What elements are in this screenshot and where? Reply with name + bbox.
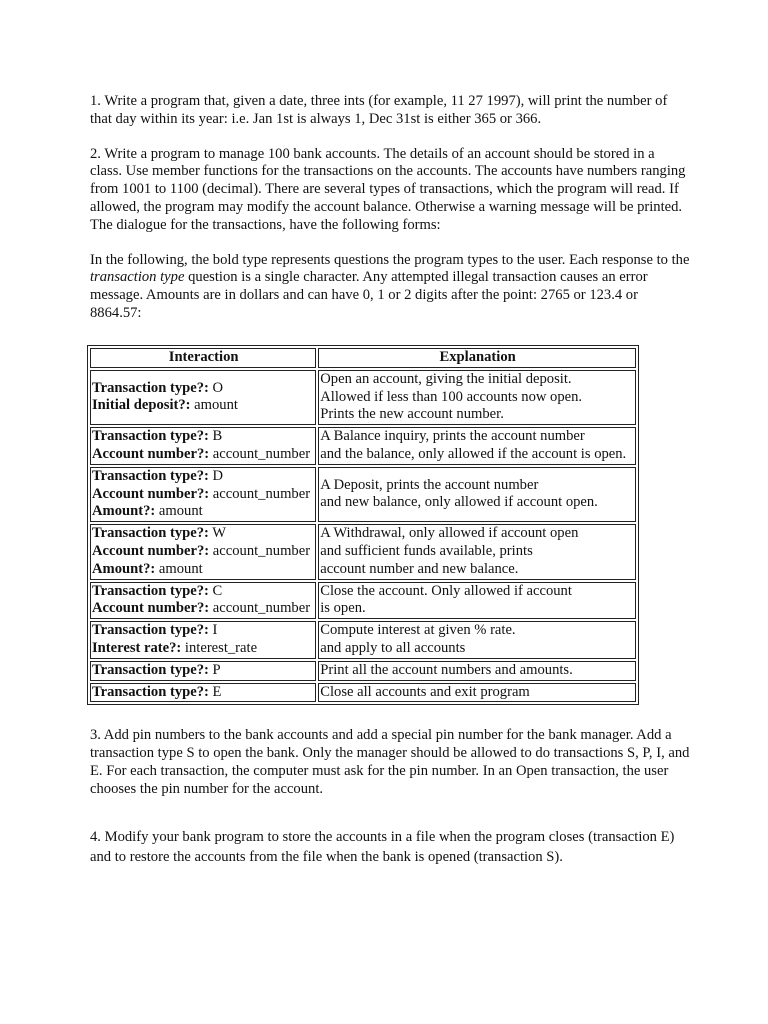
- interaction-line: [92, 640, 315, 658]
- table-row: [90, 582, 636, 620]
- paragraph-question-2: 2. Write a program to manage 100 bank accounts. The details of an account should be stored in a class. Use member functions for the transactions on the accounts. The accounts have numbers ranging from 1001 to 1100 (decimal). There are several types of transactions, which the program will read. If allowed, the program may modify the account balance. Otherwise a warning message will be printed. The dialogue for the transactions, have the following forms:: [90, 145, 686, 233]
- prompt-label: Account number?:: [92, 445, 210, 462]
- table-row: [90, 467, 636, 522]
- explanation-line: and sufficient funds available, prints: [320, 542, 533, 559]
- paragraph-question-4: 4. Modify your bank program to store the accounts in a file when the program closes (transaction E) and to restore the accounts from the file when the bank is opened (transaction S).: [90, 828, 675, 865]
- interaction-cell: [90, 661, 316, 681]
- paragraph-question-3: 3. Add pin numbers to the bank accounts and add a special pin number for the bank manager. Add a transaction type S to open the bank. Only the manager should be allowed to do transactions S, P, I, and E. For each transaction, the computer must ask for the pin number. In an Open transaction, the user chooses the pin number for the account.: [90, 727, 690, 797]
- header-interaction: Interaction: [90, 348, 316, 368]
- explanation-cell: [318, 524, 636, 579]
- interaction-line: [92, 446, 315, 464]
- explanation-cell: [318, 370, 636, 425]
- explanation-line: Print all the account numbers and amounts.: [320, 661, 573, 678]
- document-page: [90, 93, 690, 867]
- prompt-label: Transaction type?:: [92, 379, 209, 396]
- prompt-label: Interest rate?:: [92, 639, 182, 656]
- prompt-value: amount: [155, 503, 203, 520]
- explanation-cell: [318, 582, 636, 620]
- interaction-line: [92, 561, 315, 579]
- intro-emphasis: transaction type: [90, 269, 185, 286]
- prompt-label: Account number?:: [92, 542, 210, 559]
- explanation-cell: [318, 661, 636, 681]
- interaction-line: [92, 503, 315, 521]
- table-row: [90, 524, 636, 579]
- prompt-label: Transaction type?:: [92, 683, 209, 700]
- prompt-label: Transaction type?:: [92, 428, 209, 445]
- prompt-label: Initial deposit?:: [92, 397, 191, 414]
- interaction-line: [92, 525, 315, 543]
- prompt-value: amount: [155, 560, 203, 577]
- prompt-label: Account number?:: [92, 485, 210, 502]
- prompt-label: Transaction type?:: [92, 467, 209, 484]
- explanation-line: account number and new balance.: [320, 560, 519, 577]
- interaction-line: [92, 468, 315, 486]
- table-body: [90, 370, 636, 703]
- table-row: [90, 661, 636, 681]
- interaction-line: [92, 428, 315, 446]
- prompt-value: I: [208, 622, 218, 639]
- prompt-value: account_number: [209, 445, 311, 462]
- intro-text-end: question is a single character. Any attempted illegal transaction causes an error message. Amounts are in dollars and can have 0, 1 or 2 digits after the point: 2765 or 123.4 or 8864.57:: [90, 269, 648, 321]
- interaction-cell: [90, 427, 316, 465]
- interaction-line: [92, 486, 315, 504]
- interaction-line: [92, 622, 315, 640]
- prompt-value: D: [208, 467, 224, 484]
- explanation-line: Compute interest at given % rate.: [320, 622, 516, 639]
- prompt-value: account_number: [209, 542, 311, 559]
- explanation-line: Allowed if less than 100 accounts now open.: [320, 388, 583, 405]
- explanation-cell: [318, 683, 636, 703]
- prompt-value: E: [208, 683, 222, 700]
- interaction-line: [92, 662, 315, 680]
- explanation-line: A Balance inquiry, prints the account number: [320, 428, 585, 445]
- intro-text-start: In the following, the bold type represents questions the program types to the user. Each response to the: [90, 251, 690, 268]
- prompt-value: interest_rate: [181, 639, 258, 656]
- transactions-table: [87, 345, 639, 706]
- explanation-cell: [318, 467, 636, 522]
- explanation-line: Open an account, giving the initial deposit.: [320, 370, 572, 387]
- table-row: [90, 683, 636, 703]
- paragraph-question-1: 1. Write a program that, given a date, three ints (for example, 11 27 1997), will print the number of that day within its year: i.e. Jan 1st is always 1, Dec 31st is either 365 or 366.: [90, 93, 668, 127]
- interaction-line: [92, 543, 315, 561]
- interaction-cell: [90, 370, 316, 425]
- interaction-cell: [90, 683, 316, 703]
- explanation-line: and apply to all accounts: [320, 639, 466, 656]
- explanation-line: A Deposit, prints the account number: [320, 476, 539, 493]
- explanation-line: and the balance, only allowed if the account is open.: [320, 445, 627, 462]
- prompt-value: O: [208, 379, 224, 396]
- explanation-line: is open.: [320, 600, 366, 617]
- paragraph-transaction-intro: [90, 252, 690, 323]
- interaction-line: [92, 583, 315, 601]
- prompt-label: Amount?:: [92, 560, 156, 577]
- table-header-row: [90, 348, 636, 368]
- table-row: [90, 427, 636, 465]
- explanation-line: Close the account. Only allowed if account: [320, 582, 572, 599]
- prompt-value: W: [208, 525, 227, 542]
- prompt-label: Transaction type?:: [92, 661, 209, 678]
- prompt-label: Transaction type?:: [92, 525, 209, 542]
- prompt-label: Account number?:: [92, 600, 210, 617]
- interaction-cell: [90, 524, 316, 579]
- prompt-value: account_number: [209, 600, 311, 617]
- interaction-line: [92, 600, 315, 618]
- table-row: [90, 370, 636, 425]
- interaction-line: [92, 397, 315, 415]
- prompt-label: Transaction type?:: [92, 622, 209, 639]
- prompt-value: B: [208, 428, 223, 445]
- explanation-line: Close all accounts and exit program: [320, 683, 530, 700]
- interaction-cell: [90, 582, 316, 620]
- prompt-value: C: [208, 582, 223, 599]
- prompt-value: account_number: [209, 485, 311, 502]
- explanation-line: Prints the new account number.: [320, 406, 504, 423]
- explanation-line: A Withdrawal, only allowed if account open: [320, 525, 579, 542]
- prompt-label: Transaction type?:: [92, 582, 209, 599]
- interaction-line: [92, 380, 315, 398]
- interaction-line: [92, 684, 315, 702]
- explanation-line: and new balance, only allowed if account open.: [320, 494, 598, 511]
- explanation-cell: [318, 427, 636, 465]
- prompt-value: amount: [190, 397, 238, 414]
- header-explanation: Explanation: [318, 348, 636, 368]
- interaction-cell: [90, 467, 316, 522]
- explanation-cell: [318, 621, 636, 659]
- prompt-label: Amount?:: [92, 503, 156, 520]
- prompt-value: P: [208, 661, 221, 678]
- table-row: [90, 621, 636, 659]
- interaction-cell: [90, 621, 316, 659]
